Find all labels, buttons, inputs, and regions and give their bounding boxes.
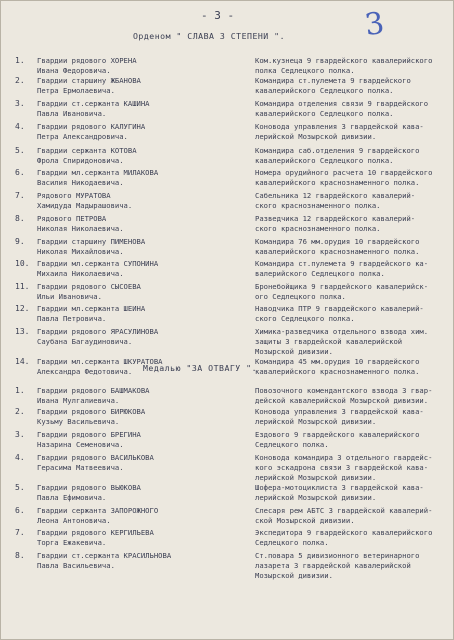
section-title-bravery-medal: Медалью "ЗА ОТВАГУ ". <box>143 363 258 373</box>
item-number: 11. <box>15 282 30 291</box>
recipient-name: Гвардии рядового ВЬЮКОВА Павла Ефимовича. <box>37 483 141 502</box>
item-number: 13. <box>15 327 30 336</box>
recipient-position: Химика-разведчика отдельного взвода хим. защиты 3 гвардейской кавалерийской Мозырской дивизии. <box>255 327 429 356</box>
item-number: 7. <box>15 528 25 537</box>
recipient-position: Командира ст.пулемета 9 гвардейского ка- валерийского Седлецкого полка. <box>255 259 429 278</box>
handwritten-page-mark: 3 <box>362 5 387 44</box>
item-number: 3. <box>15 99 25 108</box>
recipient-name: Гвардии рядового ЯРАСУЛИНОВА Саубана Багаудиновича. <box>37 327 159 346</box>
recipient-name: Гвардии рядового СЫСОЕВА Ильи Ивановича. <box>37 282 141 301</box>
recipient-position: Командира ст.пулемета 9 гвардейского кавалерийского Седлецкого полка. <box>255 76 411 95</box>
item-number: 6. <box>15 168 25 177</box>
item-number: 4. <box>15 122 25 131</box>
item-number: 2. <box>15 76 25 85</box>
recipient-name: Гвардии рядового ХОРЕНА Ивана Федоровича. <box>37 56 137 75</box>
recipient-position: Коновода командира 3 отдельного гвардейс- кого эскадрона связи 3 гвардейской кава- лерийской Мозырской дивизии. <box>255 453 433 482</box>
recipient-name: Гвардии мл.сержанта СУПОНИНА Михаила Николаевича. <box>37 259 159 278</box>
item-number: 4. <box>15 453 25 462</box>
recipient-name: Гвардии старшину ЖБАНОВА Петра Ермолаевича. <box>37 76 141 95</box>
item-number: 12. <box>15 304 30 313</box>
recipient-position: Коновода управления 3 гвардейской кава- лерийской Мозырской дивизии. <box>255 122 424 141</box>
item-number: 2. <box>15 407 25 416</box>
recipient-name: Гвардии мл.сержанта МИЛАКОВА Василия Никодаевича. <box>37 168 159 187</box>
recipient-position: Ст.повара 5 дивизионного ветеринарного лазарета 3 гвардейской кавалерийской Мозырской дивизии. <box>255 551 420 580</box>
section-title-glory-order: Орденом " СЛАВА 3 СТЕПЕНИ ". <box>133 31 286 41</box>
item-number: 1. <box>15 56 25 65</box>
item-number: 3. <box>15 430 25 439</box>
recipient-position: Командира 76 мм.орудия 10 гвардейского кавалерийского краснознаменного полка. <box>255 237 420 256</box>
item-number: 5. <box>15 146 25 155</box>
recipient-position: Командира 45 мм.орудия 10 гвардейского кавалерийского краснознаменного полка. <box>255 357 420 376</box>
recipient-position: Наводчика ПТР 9 гвардейского кавалерий- ского Седлецкого полка. <box>255 304 424 323</box>
item-number: 1. <box>15 386 25 395</box>
recipient-position: Ком.кузнеца 9 гвардейского кавалерийского полка Седлецкого полка. <box>255 56 433 75</box>
recipient-name: Гвардии мл.сержанта ШКУРАТОВА Александра Федотовича. <box>37 357 163 376</box>
item-number: 14. <box>15 357 30 366</box>
recipient-name: Гвардии рядового БИРЮКОВА Кузьму Васильевича. <box>37 407 146 426</box>
item-number: 8. <box>15 214 25 223</box>
recipient-name: Гвардии сержанта КОТОВА Фрола Спиридоновича. <box>37 146 137 165</box>
recipient-name: Гвардии ст.сержанта КАШИНА Павла Ивановича. <box>37 99 150 118</box>
item-number: 7. <box>15 191 25 200</box>
recipient-position: Повозочного комендантского взвода 3 гвар- дейской кавалерийской Мозырской дивизии. <box>255 386 433 405</box>
recipient-name: Рядового ПЕТРОВА Николая Николаевича. <box>37 214 124 233</box>
recipient-position: Сабельника 12 гвардейского кавалерий- ского краснознаменного полка. <box>255 191 416 210</box>
item-number: 10. <box>15 259 30 268</box>
recipient-position: Коновода управления 3 гвардейской кава- лерийской Мозырской дивизии. <box>255 407 424 426</box>
item-number: 5. <box>15 483 25 492</box>
recipient-name: Гвардии рядового КЕРГИЛЬЕВА Торга Ежакевича. <box>37 528 154 547</box>
recipient-position: Командира саб.отделения 9 гвардейского кавалерийского Седлецкого полка. <box>255 146 420 165</box>
recipient-name: Гвардии сержанта ЗАПОРОЖНОГО Леона Антоновича. <box>37 506 159 525</box>
recipient-position: Шофера-мотоциклиста 3 гвардейской кава- лерийской Мозырской дивизии. <box>255 483 424 502</box>
recipient-position: Слесаря рем АБТС 3 гвардейской кавалерий- ской Мозырской дивизии. <box>255 506 433 525</box>
recipient-name: Рядового МУРАТОВА Хамидуда Мадырашовича. <box>37 191 133 210</box>
recipient-position: Разведчика 12 гвардейского кавалерий- ского краснознаменного полка. <box>255 214 416 233</box>
recipient-position: Ездового 9 гвардейского кавалерийского Седлецкого полка. <box>255 430 420 449</box>
page-number: - 3 - <box>201 9 235 22</box>
recipient-position: Экспедитора 9 гвардейского кавалерийского Седлецкого полка. <box>255 528 433 547</box>
item-number: 6. <box>15 506 25 515</box>
item-number: 9. <box>15 237 25 246</box>
item-number: 8. <box>15 551 25 560</box>
recipient-position: Бронебойщика 9 гвардейского кавалерийск- ого Седлецкого полка. <box>255 282 429 301</box>
recipient-position: Номера орудийного расчета 10 гвардейского кавалерийского краснознаменного полка. <box>255 168 433 187</box>
recipient-position: Командира отделения связи 9 гвардейского кавалерийского Седлецкого полка. <box>255 99 429 118</box>
recipient-name: Гвардии ст.сержанта КРАСИЛЬНОВА Павла Васильевича. <box>37 551 172 570</box>
recipient-name: Гвардии рядового КАЛУГИНА Петра Александровича. <box>37 122 146 141</box>
recipient-name: Гвардии мл.сержанта ШЕИНА Павла Петровича. <box>37 304 146 323</box>
recipient-name: Гвардии старшину ПИМЕНОВА Николая Михайловича. <box>37 237 146 256</box>
recipient-name: Гвардии рядового ВАСИЛЬКОВА Герасима Матвеевича. <box>37 453 154 472</box>
recipient-name: Гвардии рядового БАШМАКОВА Ивана Мулгалиевича. <box>37 386 150 405</box>
recipient-name: Гвардии рядового БРЕГИНА Назарина Семеновича. <box>37 430 141 449</box>
